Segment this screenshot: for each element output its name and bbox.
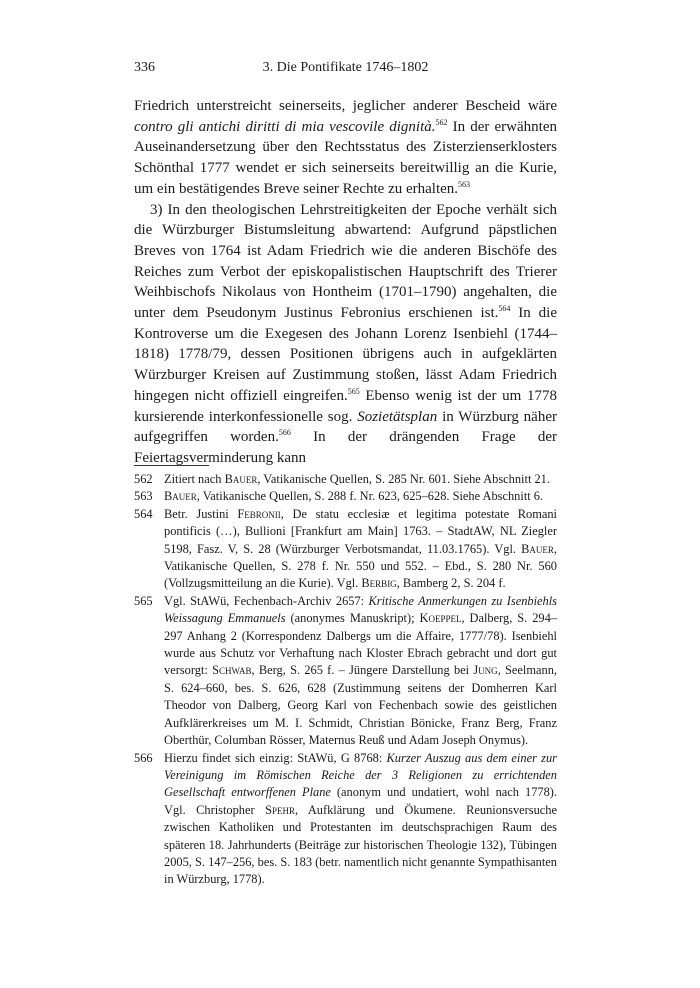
text-run: , Berg, S. 265 f. – Jüngere Darstellung bei [251,663,474,678]
paragraph-1 [134,96,557,200]
footnote-ref-563: 563 [458,179,471,189]
text-run: , Vatikanische Quellen, S. 288 f. Nr. 623, 625–628. Siehe Abschnitt 6. [196,489,544,504]
text-run: , Dalberg, S. 294–297 Anhang 2 (Korrespondenz Dalbergs um die Affaire, 1777/78). Isenbiehl wurde aus Schutz vor Verhaftung nach Kloster Ebrach gebracht und dort gut versorgt: [164,611,557,678]
text-run: in Würzburg näher aufgegriffen worden. [134,408,557,446]
footnote-number: 564 [134,506,153,521]
text-run: , De statu ecclesiæ et legitima potestate Romani pontificis (…), Bullioni [Frankfurt am Main] 1763. – StadtAW, NL Ziegler 5198, Fasz. V, S. 28 (Würzburger Verbotsmandat, 11.03.1765). Vgl. [164,506,557,556]
author-name: Jung [473,663,498,678]
footnote-separator [134,465,209,466]
author-name: Schwab [212,663,252,678]
text-run: In der drängenden Frage der Feiertagsverminderung kann [134,429,558,466]
footnote-566 [134,750,557,889]
footnote-562 [134,471,557,488]
footnote-564 [134,506,557,593]
text-run: , Vatikanische Quellen, S. 278 f. Nr. 550 und 552. – Ebd., S. 280 Nr. 560 (Vollzugsmitteilung an die Kurie). Vgl. [164,541,557,591]
italic-title: Kurzer Auszug aus dem einer zur Vereinigung im Römischen Reiche der 3 Religionen zu errichtenden Gesellschaft entworffenen Plane [164,750,557,800]
footnote-ref-565: 565 [347,386,360,396]
footnote-ref-564: 564 [498,304,511,314]
author-name: Febronii [237,506,281,521]
text-run: Hierzu findet sich einzig: StAWü, G 8768: [164,750,387,765]
text-run: In die Kontroverse um die Exegesen des Johann Lorenz Isenbiehl (1744–1818) 1778/79, dessen Positionen übrigens auch in aufgeklärten Würzburger Kreisen auf Zustimmung stoßen, lässt Adam Friedrich hingegen nicht offiziell eingreifen. [134,305,557,404]
author-name: Koeppel [419,611,462,626]
footnote-ref-562: 562 [435,117,448,127]
paragraph-2 [134,200,557,469]
footnotes [134,471,557,889]
text-run: , Bamberg 2, S. 204 f. [396,576,506,591]
text-run: , Aufklärung und Ökumene. Reunionsversuche zwischen Katholiken und Protestanten im deutschsprachigen Raum des späteren 18. Jahrhunderts (Beiträge zur historischen Theologie 132), Tübingen 2005, S. 147–256, bes. S. 183 (betr. namentlich nicht genannte Sympathisanten in Würzburg, 1778). [164,802,558,887]
footnote-563 [134,488,557,505]
text-run: Ebenso wenig ist der um 1778 kursierende interkonfessionelle sog. [134,387,557,425]
text-run: (anonymes Manuskript); [285,611,420,626]
text-run: Betr. Justini [164,506,238,521]
footnote-ref-566: 566 [278,428,291,438]
author-name: Bauer [521,541,554,556]
author-name: Bauer [164,489,197,504]
text-run: , Seelmann, S. 624–660, bes. S. 626, 628 (Zustimmung seitens der Domherren Karl Theodor von Dalberg, Georg Karl von Fechenbach sowie des geistlichen Aufklärerkreises um M. I. Schmidt, Christian Bönicke, Franz Berg, Franz Oberthür, Columban Rösser, Maternus Reuß und Adam Joseph Onymus). [164,663,558,748]
page-number: 336 [134,60,155,75]
page-header [134,60,557,80]
footnote-565 [134,593,557,750]
author-name: Spehr [265,802,295,817]
text-run: Friedrich unterstreicht seinerseits, jeglicher anderer Bescheid wäre [134,98,557,114]
author-name: Berbig [361,576,397,591]
italic-quote: contro gli antichi diritti di mia vescovile dignità. [134,118,436,135]
footnote-number: 566 [134,750,153,765]
author-name: Bauer [224,472,258,486]
text-run: Vgl. StAWü, Fechenbach-Archiv 2657: [164,593,369,608]
text-run: Zitiert nach [164,472,225,486]
footnote-number: 562 [134,472,153,486]
body-text [134,96,557,469]
text-run: , Vatikanische Quellen, S. 285 Nr. 601. Siehe Abschnitt 21. [257,472,550,486]
footnote-number: 563 [134,489,153,504]
italic-term: Sozietätsplan [357,408,438,425]
footnote-number: 565 [134,593,153,608]
text-run: In der erwähnten Auseinandersetzung über den Rechtsstatus des Zisterzienserklosters Schönthal 1777 wendet er sich seinerseits bereitwillig an die Kurie, um ein bestätigendes Breve seiner Rechte zu erhalten. [134,118,557,197]
text-run: (anonym und undatiert, wohl nach 1778). Vgl. Christopher [164,785,558,817]
italic-title: Kritische Anmerkungen zu Isenbiehls Weissagung Emmanuels [164,593,558,626]
text-run: 3) In den theologischen Lehrstreitigkeiten der Epoche verhält sich die Würzburger Bistumsleitung abwartend: Aufgrund päpstlichen Breves von 1764 ist Adam Friedrich wie die anderen Bischöfe des Reiches zum Verbot der episkopalistischen Hauptschrift des Trierer Weihbischofs Nikolaus von Hontheim (1701–1790) angehalten, die unter dem Pseudonym Justinus Febronius erschienen ist. [134,201,557,322]
running-title: 3. Die Pontifikate 1746–1802 [262,60,429,75]
